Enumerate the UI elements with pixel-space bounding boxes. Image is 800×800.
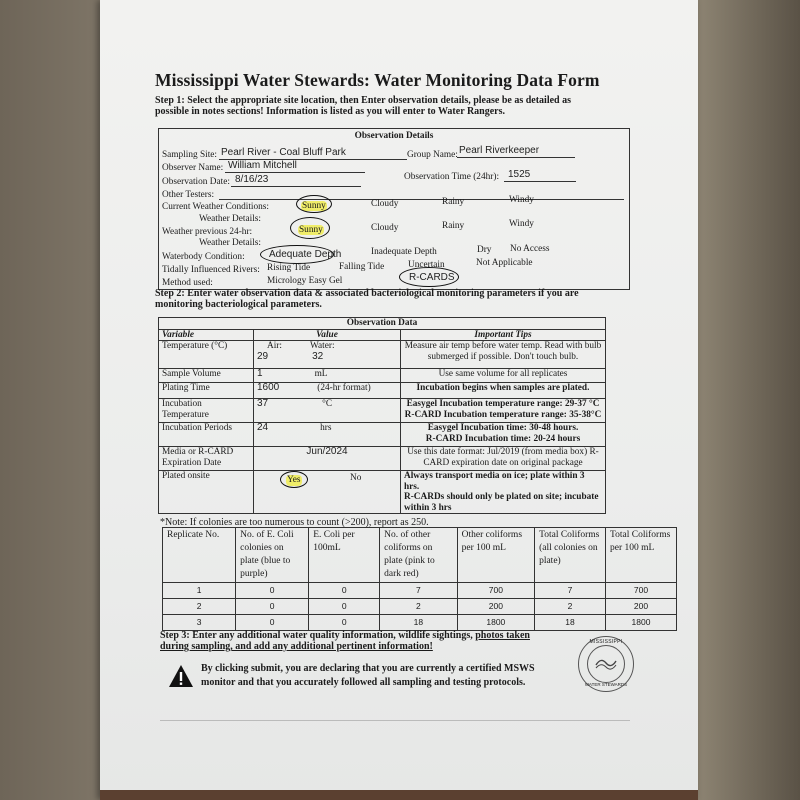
value-cell[interactable] <box>254 471 401 514</box>
col-variable: Variable <box>159 329 254 341</box>
plated-yes-option[interactable]: Yes <box>287 475 301 485</box>
total-colonies-cell[interactable]: 2 <box>535 599 606 615</box>
variable-cell: Incubation Temperature <box>159 399 254 423</box>
ecoli-colonies-cell[interactable]: 0 <box>236 599 309 615</box>
other-colonies-cell[interactable]: 18 <box>380 615 457 631</box>
tip-cell: Easygel Incubation time: 30-48 hours. R-CARD Incubation time: 20-24 hours <box>401 423 606 447</box>
weather-prev-rainy-option[interactable]: Rainy <box>442 221 465 231</box>
method-rcards-option[interactable]: R-CARDS <box>409 272 455 283</box>
other-colonies-cell[interactable]: 2 <box>380 599 457 615</box>
plated-no-option[interactable]: No <box>350 473 362 483</box>
divider <box>160 720 630 721</box>
replicate-table <box>162 527 677 631</box>
weather-windy-option[interactable]: Windy <box>509 195 534 205</box>
waterbody-inadequate-option[interactable]: Inadequate Depth <box>371 247 437 257</box>
floor <box>100 790 698 800</box>
weather-previous-label: Weather previous 24-hr: <box>162 227 253 237</box>
waterbody-noaccess-option[interactable]: No Access <box>510 244 550 254</box>
weather-sunny-option[interactable]: Sunny <box>302 201 326 211</box>
tip-cell: Use this date format: Jul/2019 (from media box) R-CARD expiration date on original package <box>401 447 606 471</box>
method-rcards-circle <box>399 267 459 287</box>
seal-bottom-text: WATER STEWARDS <box>584 682 628 687</box>
tip-cell: Measure air temp before water temp. Read with bulb submerged if possible. Don't touch bulb. <box>401 341 606 369</box>
tide-rising-option[interactable]: Rising Tide <box>267 263 311 273</box>
total-per-100-cell[interactable]: 700 <box>606 583 677 599</box>
page-title: Mississippi Water Stewards: Water Monitoring Data Form <box>155 70 600 90</box>
unit-label: hrs <box>320 423 332 433</box>
table-row <box>159 341 606 369</box>
unit-label: mL <box>314 369 328 379</box>
observation-time-line <box>504 181 576 182</box>
weather-cloudy-option[interactable]: Cloudy <box>371 199 399 209</box>
observation-date-label: Observation Date: <box>162 177 230 187</box>
header-ecoli-per-100: E. Coli per 100mL <box>309 528 380 583</box>
incubation-temp-value[interactable]: 37 <box>257 398 269 409</box>
observation-data-heading: Observation Data <box>159 318 606 330</box>
unit-label: °C <box>322 399 333 409</box>
col-tips: Important Tips <box>401 329 606 341</box>
observation-details-box <box>158 128 630 290</box>
tide-uncertain-option[interactable]: Uncertain <box>408 260 445 270</box>
air-label: Air: <box>267 341 282 351</box>
expiration-date-value[interactable]: Jun/2024 <box>306 446 348 457</box>
observation-time-value[interactable]: 1525 <box>508 169 531 180</box>
sampling-site-label: Sampling Site: <box>162 150 218 160</box>
tide-falling-option[interactable]: Falling Tide <box>339 262 385 272</box>
other-testers-line <box>219 199 624 200</box>
observation-time-label: Observation Time (24hr): <box>404 172 500 182</box>
ecoli-colonies-cell[interactable]: 0 <box>236 583 309 599</box>
weather-prev-details-label: Weather Details: <box>199 238 261 248</box>
table-row <box>159 471 606 514</box>
other-per-100-cell[interactable]: 200 <box>457 599 534 615</box>
value-cell[interactable] <box>254 369 401 383</box>
variable-cell: Incubation Periods <box>159 423 254 447</box>
observer-name-line <box>225 172 365 173</box>
ecoli-per-100-cell[interactable]: 0 <box>309 615 380 631</box>
variable-cell: Media or R-CARD Expiration Date <box>159 447 254 471</box>
other-per-100-cell[interactable]: 700 <box>457 583 534 599</box>
replicate-cell[interactable]: 3 <box>163 615 236 631</box>
replicate-cell[interactable]: 2 <box>163 599 236 615</box>
incubation-period-value[interactable]: 24 <box>257 422 269 433</box>
header-other-per-100: Other coliforms per 100 mL <box>457 528 534 583</box>
variable-cell: Temperature (°C) <box>159 341 254 369</box>
table-row <box>163 599 677 615</box>
sample-volume-value[interactable]: 1 <box>257 368 263 379</box>
waterbody-dry-option[interactable]: Dry <box>477 245 492 255</box>
weather-prev-sunny-option[interactable]: Sunny <box>299 225 323 235</box>
method-micrology-option[interactable]: Micrology Easy Gel <box>267 276 343 286</box>
variable-cell: Plating Time <box>159 383 254 399</box>
group-name-line <box>457 157 575 158</box>
unit-label: (24-hr format) <box>317 383 371 393</box>
other-testers-label: Other Testers: <box>162 190 215 200</box>
table-row <box>163 615 677 631</box>
observation-date-line <box>231 186 361 187</box>
value-cell[interactable] <box>254 423 401 447</box>
tide-na-option[interactable]: Not Applicable <box>476 258 533 268</box>
tidal-rivers-label: Tidally Influenced Rivers: <box>162 265 260 275</box>
weather-details-label: Weather Details: <box>199 214 261 224</box>
air-temp-value[interactable]: 29 <box>257 350 269 362</box>
header-total-per-100: Total Coliforms per 100 mL <box>606 528 677 583</box>
step1-instructions: Step 1: Select the appropriate site location, then Enter observation details, please be as detailed as possible in notes sections! Information is listed as you will enter to Water Rangers. <box>155 95 571 117</box>
observation-data-table <box>158 317 606 514</box>
value-cell[interactable] <box>254 399 401 423</box>
ecoli-per-100-cell[interactable]: 0 <box>309 599 380 615</box>
weather-rainy-option[interactable]: Rainy <box>442 197 465 207</box>
water-temp-value[interactable]: 32 <box>312 350 324 362</box>
sampling-site-value[interactable]: Pearl River - Coal Bluff Park <box>221 147 346 158</box>
value-cell[interactable] <box>254 447 401 471</box>
table-row <box>159 369 606 383</box>
col-value: Value <box>254 329 401 341</box>
waterbody-adequate-option[interactable]: Adequate Depth <box>269 249 342 260</box>
step2-instructions: Step 2: Enter water observation data & associated bacteriological monitoring parameters if you are monitoring bacteriological parameters. <box>155 288 579 310</box>
observer-name-value[interactable]: William Mitchell <box>228 160 297 171</box>
weather-prev-cloudy-option[interactable]: Cloudy <box>371 223 399 233</box>
other-per-100-cell[interactable]: 1800 <box>457 615 534 631</box>
colony-note: *Note: If colonies are too numerous to count (>200), report as 250. <box>160 517 429 528</box>
replicate-header-row <box>163 528 677 583</box>
seal-logo <box>578 636 634 692</box>
observation-date-value[interactable]: 8/16/23 <box>235 174 269 185</box>
header-total-colonies: Total Coliforms (all colonies on plate) <box>535 528 606 583</box>
group-name-value[interactable]: Pearl Riverkeeper <box>459 145 540 156</box>
observation-details-heading: Observation Details <box>354 131 434 141</box>
wave-icon <box>595 655 617 671</box>
ecoli-colonies-cell[interactable]: 0 <box>236 615 309 631</box>
warning-icon <box>168 664 194 688</box>
group-name-label: Group Name: <box>407 150 458 160</box>
other-colonies-cell[interactable]: 7 <box>380 583 457 599</box>
variable-cell: Plated onsite <box>159 471 254 514</box>
tip-cell: Incubation begins when samples are plated. <box>401 383 606 399</box>
total-colonies-cell[interactable]: 7 <box>535 583 606 599</box>
seal-top-text: MISSISSIPPI <box>589 639 623 645</box>
weather-sunny-circle <box>296 195 332 213</box>
replicate-cell[interactable]: 1 <box>163 583 236 599</box>
plated-yes-circle <box>280 471 308 488</box>
weather-prev-sunny-circle <box>290 217 330 239</box>
tip-cell: Always transport media on ice; plate within 3 hrs. R-CARDs should only be plated on site; incubate within 3 hrs <box>401 471 606 514</box>
weather-prev-windy-option[interactable]: Windy <box>509 219 534 229</box>
header-ecoli-colonies: No. of E. Coli colonies on plate (blue to purple) <box>236 528 309 583</box>
observer-name-label: Observer Name: <box>162 163 224 173</box>
tip-cell: Use same volume for all replicates <box>401 369 606 383</box>
table-row <box>163 583 677 599</box>
ecoli-per-100-cell[interactable]: 0 <box>309 583 380 599</box>
value-cell[interactable] <box>254 341 401 369</box>
table-row <box>159 447 606 471</box>
header-replicate: Replicate No. <box>163 528 236 583</box>
waterbody-condition-label: Waterbody Condition: <box>162 252 245 262</box>
total-per-100-cell[interactable]: 1800 <box>606 615 677 631</box>
table-row <box>159 399 606 423</box>
header-other-colonies: No. of other coliforms on plate (pink to dark red) <box>380 528 457 583</box>
table-row <box>159 423 606 447</box>
table-row <box>159 383 606 399</box>
current-weather-label: Current Weather Conditions: <box>162 202 270 212</box>
water-label: Water: <box>309 341 335 351</box>
plating-time-value[interactable]: 1600 <box>257 382 280 393</box>
method-used-label: Method used: <box>162 278 213 288</box>
variable-cell: Sample Volume <box>159 369 254 383</box>
tip-cell: Easygel Incubation temperature range: 29-37 °C R-CARD Incubation temperature range: 35-38°C <box>401 399 606 423</box>
form-sheet <box>100 0 698 800</box>
declaration-text: By clicking submit, you are declaring that you are currently a certified MSWS monitor and that you accurately followed all sampling and testing protocols. <box>201 663 535 688</box>
total-colonies-cell[interactable]: 18 <box>535 615 606 631</box>
value-cell[interactable] <box>254 383 401 399</box>
waterbody-adequate-circle <box>260 245 334 264</box>
total-per-100-cell[interactable]: 200 <box>606 599 677 615</box>
step3-instructions: Step 3: Enter any additional water quality information, wildlife sightings, photos taken during sampling, and add any additional pertinent information! <box>160 630 530 652</box>
